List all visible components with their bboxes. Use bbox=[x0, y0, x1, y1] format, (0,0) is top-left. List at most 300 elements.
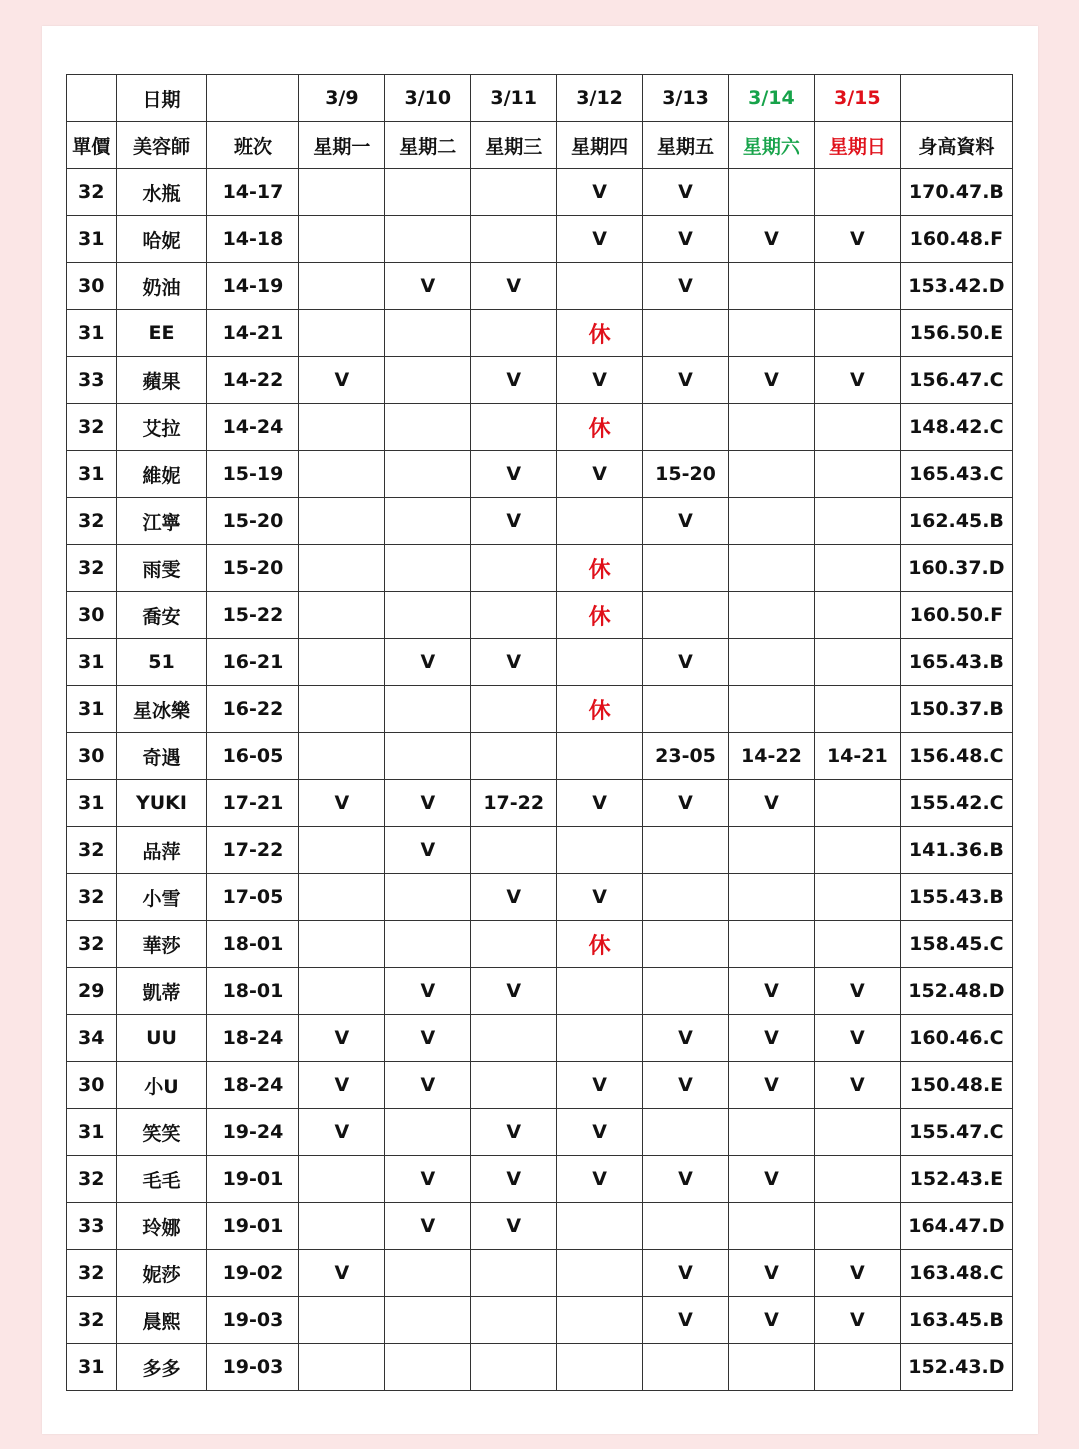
table-row bbox=[67, 639, 1013, 686]
header-empty-cell bbox=[207, 75, 299, 122]
schedule-cell: 休 bbox=[557, 404, 643, 451]
date-header: 3/11 bbox=[471, 75, 557, 122]
height-data-cell: 165.43.B bbox=[900, 639, 1012, 686]
height-data-cell: 170.47.B bbox=[900, 169, 1012, 216]
schedule-cell bbox=[299, 169, 385, 216]
beautician-name-cell: UU bbox=[116, 1015, 207, 1062]
schedule-cell bbox=[299, 498, 385, 545]
schedule-cell: 23-05 bbox=[643, 733, 729, 780]
table-row bbox=[67, 451, 1013, 498]
schedule-cell bbox=[299, 1203, 385, 1250]
beautician-name-cell: 笑笑 bbox=[116, 1109, 207, 1156]
shift-cell: 19-03 bbox=[207, 1344, 299, 1391]
schedule-cell: V bbox=[728, 1250, 814, 1297]
beautician-name-cell: 小U bbox=[116, 1062, 207, 1109]
schedule-cell: 14-21 bbox=[814, 733, 900, 780]
height-data-cell: 160.50.F bbox=[900, 592, 1012, 639]
schedule-cell: V bbox=[643, 1250, 729, 1297]
schedule-cell: V bbox=[814, 1250, 900, 1297]
schedule-cell: V bbox=[557, 169, 643, 216]
schedule-cell bbox=[299, 1344, 385, 1391]
schedule-cell bbox=[814, 310, 900, 357]
shift-cell: 19-03 bbox=[207, 1297, 299, 1344]
schedule-cell bbox=[471, 686, 557, 733]
shift-cell: 14-18 bbox=[207, 216, 299, 263]
schedule-cell bbox=[299, 874, 385, 921]
schedule-cell bbox=[728, 263, 814, 310]
schedule-cell bbox=[299, 451, 385, 498]
schedule-cell bbox=[557, 639, 643, 686]
beautician-name-cell: 蘋果 bbox=[116, 357, 207, 404]
schedule-cell bbox=[643, 1203, 729, 1250]
schedule-cell: V bbox=[814, 1062, 900, 1109]
schedule-cell bbox=[299, 216, 385, 263]
beautician-name-cell: 多多 bbox=[116, 1344, 207, 1391]
schedule-cell bbox=[385, 1344, 471, 1391]
schedule-cell bbox=[385, 921, 471, 968]
schedule-cell bbox=[471, 827, 557, 874]
schedule-cell: V bbox=[299, 780, 385, 827]
beautician-name-cell: 毛毛 bbox=[116, 1156, 207, 1203]
date-header-sunday: 3/15 bbox=[814, 75, 900, 122]
schedule-cell bbox=[643, 592, 729, 639]
schedule-cell bbox=[385, 451, 471, 498]
height-data-cell: 164.47.D bbox=[900, 1203, 1012, 1250]
price-cell: 31 bbox=[67, 1344, 117, 1391]
schedule-cell bbox=[385, 169, 471, 216]
table-row bbox=[67, 780, 1013, 827]
height-data-cell: 152.48.D bbox=[900, 968, 1012, 1015]
schedule-cell: V bbox=[385, 639, 471, 686]
schedule-cell bbox=[471, 1015, 557, 1062]
schedule-cell bbox=[814, 1156, 900, 1203]
weekday-header: 星期四 bbox=[557, 122, 643, 169]
shift-cell: 16-22 bbox=[207, 686, 299, 733]
height-data-cell: 152.43.E bbox=[900, 1156, 1012, 1203]
schedule-cell bbox=[299, 639, 385, 686]
height-data-cell: 160.37.D bbox=[900, 545, 1012, 592]
schedule-cell bbox=[814, 1344, 900, 1391]
schedule-cell: V bbox=[471, 639, 557, 686]
schedule-cell: V bbox=[471, 874, 557, 921]
schedule-cell: V bbox=[643, 357, 729, 404]
schedule-cell bbox=[814, 686, 900, 733]
schedule-cell: 休 bbox=[557, 592, 643, 639]
price-cell: 32 bbox=[67, 169, 117, 216]
schedule-cell: V bbox=[385, 1203, 471, 1250]
table-row bbox=[67, 404, 1013, 451]
weekday-header: 星期三 bbox=[471, 122, 557, 169]
schedule-cell bbox=[299, 1156, 385, 1203]
height-data-cell: 148.42.C bbox=[900, 404, 1012, 451]
schedule-cell bbox=[728, 827, 814, 874]
shift-cell: 16-05 bbox=[207, 733, 299, 780]
schedule-cell bbox=[299, 310, 385, 357]
beautician-name-cell: 雨雯 bbox=[116, 545, 207, 592]
schedule-cell: V bbox=[557, 780, 643, 827]
schedule-cell bbox=[728, 169, 814, 216]
name-header: 美容師 bbox=[116, 122, 207, 169]
shift-cell: 19-02 bbox=[207, 1250, 299, 1297]
price-cell: 29 bbox=[67, 968, 117, 1015]
date-header: 3/10 bbox=[385, 75, 471, 122]
shift-cell: 19-24 bbox=[207, 1109, 299, 1156]
schedule-cell: V bbox=[728, 1062, 814, 1109]
table-row bbox=[67, 310, 1013, 357]
schedule-cell bbox=[728, 404, 814, 451]
shift-cell: 14-19 bbox=[207, 263, 299, 310]
schedule-cell: V bbox=[385, 263, 471, 310]
schedule-cell: V bbox=[814, 216, 900, 263]
schedule-cell bbox=[385, 1297, 471, 1344]
height-data-cell: 152.43.D bbox=[900, 1344, 1012, 1391]
schedule-cell: V bbox=[728, 216, 814, 263]
schedule-cell: V bbox=[471, 968, 557, 1015]
schedule-cell bbox=[299, 733, 385, 780]
schedule-cell bbox=[385, 1109, 471, 1156]
schedule-cell bbox=[471, 1062, 557, 1109]
beautician-name-cell: 喬安 bbox=[116, 592, 207, 639]
schedule-cell: V bbox=[557, 216, 643, 263]
schedule-cell bbox=[385, 310, 471, 357]
schedule-cell bbox=[557, 1344, 643, 1391]
height-data-cell: 150.48.E bbox=[900, 1062, 1012, 1109]
table-row bbox=[67, 733, 1013, 780]
table-row bbox=[67, 1297, 1013, 1344]
price-cell: 31 bbox=[67, 686, 117, 733]
price-cell: 32 bbox=[67, 921, 117, 968]
shift-cell: 14-17 bbox=[207, 169, 299, 216]
table-row bbox=[67, 169, 1013, 216]
schedule-cell bbox=[814, 874, 900, 921]
schedule-cell bbox=[471, 216, 557, 263]
price-cell: 30 bbox=[67, 733, 117, 780]
schedule-cell: V bbox=[814, 968, 900, 1015]
price-cell: 31 bbox=[67, 216, 117, 263]
schedule-cell: V bbox=[299, 1062, 385, 1109]
height-data-cell: 163.45.B bbox=[900, 1297, 1012, 1344]
schedule-cell: V bbox=[643, 263, 729, 310]
shift-cell: 17-22 bbox=[207, 827, 299, 874]
schedule-cell bbox=[814, 827, 900, 874]
table-row bbox=[67, 545, 1013, 592]
schedule-cell bbox=[728, 592, 814, 639]
schedule-cell bbox=[643, 1344, 729, 1391]
weekday-header-sunday: 星期日 bbox=[814, 122, 900, 169]
schedule-cell bbox=[299, 968, 385, 1015]
schedule-table bbox=[66, 74, 1013, 1391]
schedule-cell bbox=[728, 874, 814, 921]
table-row bbox=[67, 874, 1013, 921]
schedule-cell: V bbox=[299, 1015, 385, 1062]
schedule-cell: V bbox=[557, 1109, 643, 1156]
schedule-cell bbox=[557, 1015, 643, 1062]
schedule-cell bbox=[728, 921, 814, 968]
shift-cell: 19-01 bbox=[207, 1156, 299, 1203]
shift-cell: 18-01 bbox=[207, 968, 299, 1015]
weekday-header-saturday: 星期六 bbox=[728, 122, 814, 169]
shift-cell: 19-01 bbox=[207, 1203, 299, 1250]
schedule-cell: V bbox=[385, 968, 471, 1015]
schedule-cell bbox=[557, 498, 643, 545]
schedule-cell bbox=[643, 874, 729, 921]
schedule-cell: V bbox=[557, 874, 643, 921]
schedule-cell bbox=[299, 827, 385, 874]
schedule-cell bbox=[643, 545, 729, 592]
schedule-cell bbox=[557, 1297, 643, 1344]
price-cell: 32 bbox=[67, 1250, 117, 1297]
schedule-cell bbox=[385, 733, 471, 780]
beautician-name-cell: 哈妮 bbox=[116, 216, 207, 263]
price-cell: 32 bbox=[67, 827, 117, 874]
beautician-name-cell: 華莎 bbox=[116, 921, 207, 968]
schedule-cell bbox=[385, 357, 471, 404]
schedule-cell bbox=[299, 1297, 385, 1344]
price-cell: 31 bbox=[67, 451, 117, 498]
schedule-cell bbox=[385, 1250, 471, 1297]
price-cell: 32 bbox=[67, 498, 117, 545]
schedule-cell: V bbox=[728, 968, 814, 1015]
schedule-cell bbox=[385, 216, 471, 263]
weekday-header: 星期二 bbox=[385, 122, 471, 169]
schedule-cell: 14-22 bbox=[728, 733, 814, 780]
date-header-saturday: 3/14 bbox=[728, 75, 814, 122]
schedule-cell: V bbox=[557, 1062, 643, 1109]
schedule-cell: V bbox=[299, 357, 385, 404]
table-row bbox=[67, 921, 1013, 968]
beautician-name-cell: 小雪 bbox=[116, 874, 207, 921]
shift-header: 班次 bbox=[207, 122, 299, 169]
date-header-row bbox=[67, 75, 1013, 122]
schedule-cell bbox=[643, 404, 729, 451]
schedule-cell: V bbox=[728, 357, 814, 404]
height-data-cell: 156.47.C bbox=[900, 357, 1012, 404]
schedule-cell: V bbox=[643, 1156, 729, 1203]
schedule-cell: V bbox=[728, 1297, 814, 1344]
schedule-cell: V bbox=[299, 1109, 385, 1156]
schedule-cell bbox=[299, 686, 385, 733]
beautician-name-cell: 水瓶 bbox=[116, 169, 207, 216]
schedule-cell: V bbox=[471, 1156, 557, 1203]
schedule-cell bbox=[728, 545, 814, 592]
table-row bbox=[67, 827, 1013, 874]
schedule-cell: V bbox=[643, 1062, 729, 1109]
height-data-cell: 150.37.B bbox=[900, 686, 1012, 733]
shift-cell: 15-19 bbox=[207, 451, 299, 498]
date-header: 3/9 bbox=[299, 75, 385, 122]
table-row bbox=[67, 1203, 1013, 1250]
date-header: 3/13 bbox=[643, 75, 729, 122]
schedule-cell: V bbox=[643, 1015, 729, 1062]
price-cell: 34 bbox=[67, 1015, 117, 1062]
schedule-cell: V bbox=[557, 1156, 643, 1203]
beautician-name-cell: 維妮 bbox=[116, 451, 207, 498]
schedule-cell: V bbox=[471, 357, 557, 404]
table-row bbox=[67, 498, 1013, 545]
beautician-name-cell: YUKI bbox=[116, 780, 207, 827]
price-cell: 32 bbox=[67, 545, 117, 592]
schedule-cell bbox=[814, 592, 900, 639]
weekday-header-row bbox=[67, 122, 1013, 169]
shift-cell: 17-05 bbox=[207, 874, 299, 921]
schedule-cell bbox=[471, 545, 557, 592]
height-data-cell: 156.50.E bbox=[900, 310, 1012, 357]
height-data-cell: 162.45.B bbox=[900, 498, 1012, 545]
beautician-name-cell: 艾拉 bbox=[116, 404, 207, 451]
schedule-cell bbox=[814, 169, 900, 216]
schedule-cell: V bbox=[728, 780, 814, 827]
schedule-cell bbox=[557, 1250, 643, 1297]
height-data-cell: 155.43.B bbox=[900, 874, 1012, 921]
schedule-cell: V bbox=[643, 1297, 729, 1344]
schedule-cell: V bbox=[643, 216, 729, 263]
table-row bbox=[67, 357, 1013, 404]
price-cell: 31 bbox=[67, 639, 117, 686]
schedule-cell bbox=[557, 733, 643, 780]
table-row bbox=[67, 1015, 1013, 1062]
schedule-cell bbox=[557, 1203, 643, 1250]
shift-cell: 18-24 bbox=[207, 1062, 299, 1109]
schedule-cell bbox=[814, 545, 900, 592]
beautician-name-cell: 星冰樂 bbox=[116, 686, 207, 733]
shift-cell: 15-22 bbox=[207, 592, 299, 639]
beautician-name-cell: 51 bbox=[116, 639, 207, 686]
shift-cell: 14-24 bbox=[207, 404, 299, 451]
table-row bbox=[67, 216, 1013, 263]
height-data-cell: 155.42.C bbox=[900, 780, 1012, 827]
shift-cell: 17-21 bbox=[207, 780, 299, 827]
schedule-cell: V bbox=[728, 1015, 814, 1062]
schedule-cell: V bbox=[471, 1203, 557, 1250]
shift-cell: 14-22 bbox=[207, 357, 299, 404]
beautician-name-cell: 晨熙 bbox=[116, 1297, 207, 1344]
schedule-cell bbox=[385, 404, 471, 451]
schedule-cell: 休 bbox=[557, 545, 643, 592]
schedule-cell: V bbox=[643, 639, 729, 686]
table-row bbox=[67, 1109, 1013, 1156]
schedule-cell bbox=[728, 639, 814, 686]
schedule-cell: V bbox=[643, 169, 729, 216]
schedule-cell bbox=[728, 498, 814, 545]
schedule-cell: V bbox=[471, 451, 557, 498]
beautician-name-cell: 奇遇 bbox=[116, 733, 207, 780]
schedule-cell bbox=[385, 592, 471, 639]
weekday-header: 星期五 bbox=[643, 122, 729, 169]
schedule-cell bbox=[385, 498, 471, 545]
schedule-cell bbox=[299, 592, 385, 639]
schedule-cell bbox=[814, 404, 900, 451]
schedule-cell bbox=[814, 639, 900, 686]
schedule-cell: V bbox=[557, 357, 643, 404]
beautician-name-cell: 奶油 bbox=[116, 263, 207, 310]
price-header: 單價 bbox=[67, 122, 117, 169]
beautician-name-cell: 凱蒂 bbox=[116, 968, 207, 1015]
shift-cell: 18-01 bbox=[207, 921, 299, 968]
schedule-cell bbox=[299, 921, 385, 968]
shift-cell: 18-24 bbox=[207, 1015, 299, 1062]
table-row bbox=[67, 968, 1013, 1015]
schedule-cell: V bbox=[385, 780, 471, 827]
date-label: 日期 bbox=[116, 75, 207, 122]
beautician-name-cell: 江寧 bbox=[116, 498, 207, 545]
schedule-cell: V bbox=[728, 1156, 814, 1203]
schedule-cell bbox=[728, 1203, 814, 1250]
schedule-cell: 17-22 bbox=[471, 780, 557, 827]
schedule-cell: V bbox=[385, 827, 471, 874]
height-data-cell: 165.43.C bbox=[900, 451, 1012, 498]
beautician-name-cell: EE bbox=[116, 310, 207, 357]
schedule-cell: 休 bbox=[557, 310, 643, 357]
schedule-cell bbox=[814, 1203, 900, 1250]
price-cell: 33 bbox=[67, 357, 117, 404]
schedule-cell bbox=[471, 1297, 557, 1344]
schedule-cell: V bbox=[814, 357, 900, 404]
schedule-cell bbox=[643, 921, 729, 968]
schedule-cell bbox=[728, 1109, 814, 1156]
schedule-cell bbox=[299, 263, 385, 310]
table-row bbox=[67, 1250, 1013, 1297]
schedule-cell: V bbox=[557, 451, 643, 498]
table-row bbox=[67, 1062, 1013, 1109]
header-empty-cell bbox=[900, 75, 1012, 122]
schedule-cell: V bbox=[385, 1062, 471, 1109]
schedule-cell bbox=[471, 310, 557, 357]
schedule-cell: V bbox=[299, 1250, 385, 1297]
schedule-cell bbox=[471, 592, 557, 639]
schedule-cell bbox=[299, 545, 385, 592]
beautician-name-cell: 品萍 bbox=[116, 827, 207, 874]
price-cell: 32 bbox=[67, 1297, 117, 1344]
price-cell: 32 bbox=[67, 404, 117, 451]
beautician-name-cell: 玲娜 bbox=[116, 1203, 207, 1250]
schedule-cell bbox=[643, 1109, 729, 1156]
price-cell: 33 bbox=[67, 1203, 117, 1250]
height-data-cell: 153.42.D bbox=[900, 263, 1012, 310]
schedule-cell: V bbox=[471, 263, 557, 310]
price-cell: 31 bbox=[67, 310, 117, 357]
header-empty-cell bbox=[67, 75, 117, 122]
shift-cell: 14-21 bbox=[207, 310, 299, 357]
schedule-cell bbox=[728, 451, 814, 498]
date-header: 3/12 bbox=[557, 75, 643, 122]
schedule-cell: V bbox=[814, 1297, 900, 1344]
schedule-cell bbox=[471, 1344, 557, 1391]
height-data-cell: 155.47.C bbox=[900, 1109, 1012, 1156]
height-data-cell: 160.46.C bbox=[900, 1015, 1012, 1062]
schedule-cell: V bbox=[385, 1015, 471, 1062]
height-data-cell: 158.45.C bbox=[900, 921, 1012, 968]
schedule-cell: V bbox=[471, 498, 557, 545]
schedule-cell bbox=[385, 686, 471, 733]
schedule-cell bbox=[643, 310, 729, 357]
schedule-cell bbox=[643, 827, 729, 874]
weekday-header: 星期一 bbox=[299, 122, 385, 169]
schedule-cell bbox=[557, 827, 643, 874]
schedule-cell bbox=[643, 686, 729, 733]
height-data-cell: 160.48.F bbox=[900, 216, 1012, 263]
schedule-cell bbox=[814, 263, 900, 310]
schedule-cell bbox=[471, 404, 557, 451]
table-row bbox=[67, 592, 1013, 639]
schedule-cell bbox=[385, 874, 471, 921]
shift-cell: 15-20 bbox=[207, 545, 299, 592]
price-cell: 32 bbox=[67, 1156, 117, 1203]
schedule-cell bbox=[557, 263, 643, 310]
schedule-cell bbox=[728, 1344, 814, 1391]
height-header: 身高資料 bbox=[900, 122, 1012, 169]
price-cell: 32 bbox=[67, 874, 117, 921]
schedule-cell bbox=[471, 1250, 557, 1297]
